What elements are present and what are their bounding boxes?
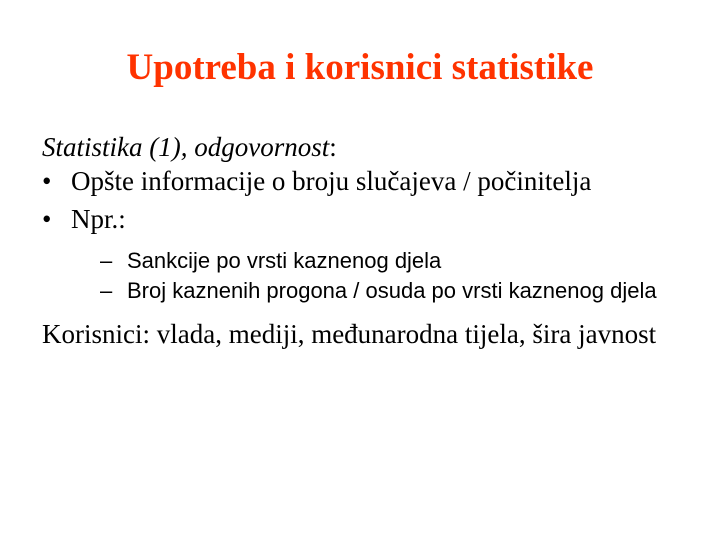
sub-bullet-marker: – [100,248,113,273]
users-paragraph: Korisnici: vlada, mediji, međunarodna tijela, šira javnost [42,319,657,349]
bullet-item-example [42,204,692,304]
bullet-list [42,166,692,304]
sub-bullet-item-prosecutions [71,278,687,304]
bullet-item-general-info [42,166,692,196]
sub-bullet-list [71,248,692,304]
slide-title: Upotreba i korisnici statistike [126,47,594,88]
sub-bullet-text: Sankcije po vrsti kaznenog djela [127,248,442,273]
sub-bullet-marker: – [100,278,113,303]
sub-bullet-text: Broj kaznenih progona / osuda po vrsti kaznenog djela [127,278,657,303]
bullet-text: Opšte informacije o broju slučajeva / počinitelja [71,166,592,196]
sub-bullet-item-sanctions [71,248,687,274]
slide-content [42,130,692,377]
section-heading [42,130,692,164]
bullet-text: Npr.: [71,204,126,234]
section-heading-colon: : [329,132,337,162]
bullet-marker: • [42,166,52,196]
bullet-marker: • [42,204,52,234]
section-heading-text: Statistika (1), odgovornost [42,132,330,162]
